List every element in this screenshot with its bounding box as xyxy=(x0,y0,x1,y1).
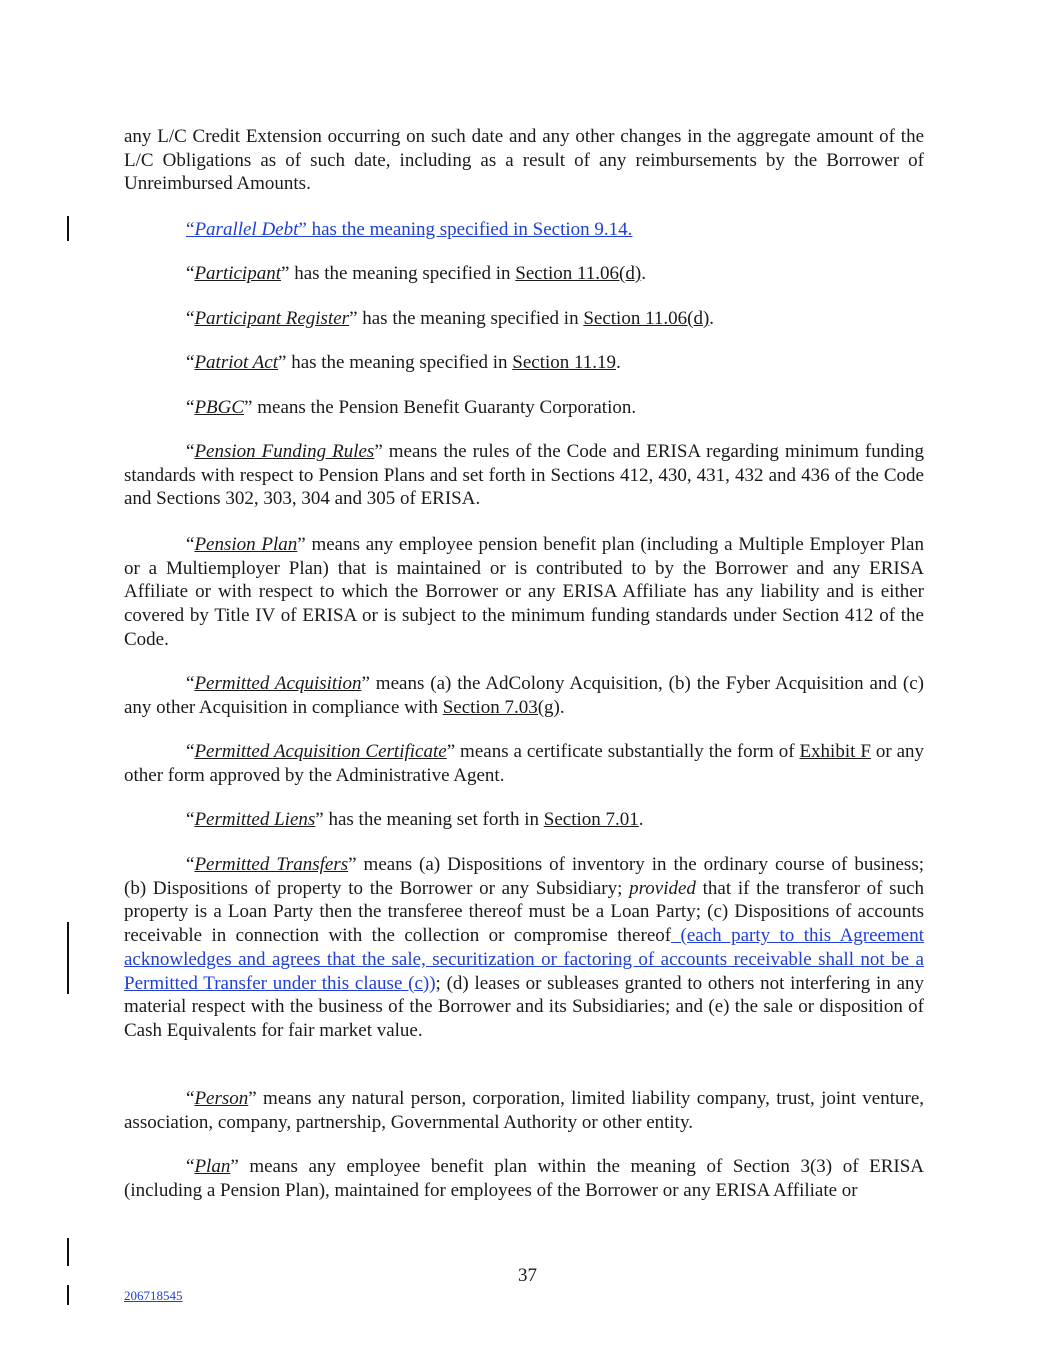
italic-proviso: provided xyxy=(629,877,696,899)
definition-text: means the Pension Benefit Guaranty Corporation. xyxy=(252,397,637,418)
definition-text: . xyxy=(709,308,715,329)
defined-term: Permitted Transfers xyxy=(194,854,349,875)
open-quote: “ xyxy=(186,1156,195,1177)
exhibit-reference: Exhibit F xyxy=(799,741,871,762)
definition-text: means (a) Dispositions of inventory in the ordinary course of business; (b) Dispositions of property to the Borrower or any Subsidiary; xyxy=(124,854,924,899)
definition-parallel-debt xyxy=(124,218,924,242)
close-quote: ” xyxy=(244,397,253,418)
definition-text: means the rules of the Code and ERISA regarding minimum funding standards with respect to Pension Plans and set forth in Sections 412, 430, 431, 432 and 436 of the Code and Sections 302, 303, 304 and 305 of ERISA. xyxy=(124,441,924,510)
open-quote: “ xyxy=(186,263,195,284)
definition-pbgc xyxy=(124,396,924,420)
definition-permitted-transfers xyxy=(124,853,924,1043)
defined-term: Pension Funding Rules xyxy=(194,441,375,462)
definition-person xyxy=(124,1087,924,1134)
definition-text: . xyxy=(616,352,621,373)
definition-text: has the meaning specified in xyxy=(357,308,584,329)
definition-text: has the meaning specified in xyxy=(286,352,513,373)
open-quote: “ xyxy=(186,219,195,240)
definition-text: has the meaning specified in xyxy=(289,263,516,284)
defined-term: Person xyxy=(194,1088,249,1109)
defined-term: Patriot Act xyxy=(194,352,278,373)
definition-text: has the meaning set forth in xyxy=(323,809,544,830)
section-reference: Section 7.03(g) xyxy=(442,696,560,718)
defined-term: PBGC xyxy=(194,397,245,418)
change-bar xyxy=(67,1238,69,1266)
definition-permitted-acquisition xyxy=(124,672,924,719)
defined-term: Parallel Debt xyxy=(194,219,299,240)
open-quote: “ xyxy=(186,352,195,373)
defined-term: Permitted Liens xyxy=(194,809,316,830)
defined-term: Permitted Acquisition Certificate xyxy=(194,741,447,762)
open-quote: “ xyxy=(186,1088,195,1109)
defined-term: Pension Plan xyxy=(194,534,298,555)
open-quote: “ xyxy=(186,441,195,462)
definition-text: . xyxy=(559,696,565,718)
definition-participant-register xyxy=(124,307,924,331)
open-quote: “ xyxy=(186,308,195,329)
definition-pension-plan xyxy=(124,533,924,652)
page-number: 37 xyxy=(518,1265,537,1286)
close-quote: ” xyxy=(297,534,306,555)
document-id: 206718545 xyxy=(124,1288,183,1303)
definition-text: means any natural person, corporation, limited liability company, trust, joint venture, association, company, partnership, Governmental Authority or other entity. xyxy=(124,1088,924,1133)
close-quote: ” xyxy=(298,219,307,240)
open-quote: “ xyxy=(186,854,195,875)
definition-text: means any employee benefit plan within the meaning of Section 3(3) of ERISA (including a Pension Plan), maintained for employees of the Borrower or any ERISA Affiliate or xyxy=(124,1156,924,1201)
definition-patriot-act xyxy=(124,351,924,375)
open-quote: “ xyxy=(186,741,195,762)
paragraph-text: any L/C Credit Extension occurring on such date and any other changes in the aggregate amount of the L/C Obligations as of such date, including as a result of any reimbursements by the Borrower of Unreimbursed Amounts. xyxy=(124,126,924,195)
definition-text: . xyxy=(641,263,646,284)
definition-text: means (a) the AdColony Acquisition, (b) the Fyber Acquisition and (c) any other Acquisition in compliance with xyxy=(124,673,924,718)
section-reference: Section 7.01 xyxy=(543,809,639,830)
defined-term: Participant xyxy=(194,263,281,284)
change-bar xyxy=(67,216,69,241)
close-quote: ” xyxy=(315,809,324,830)
definition-permitted-liens xyxy=(124,808,924,832)
close-quote: ” xyxy=(361,673,370,694)
definition-text: . xyxy=(638,809,644,830)
definition-text: has the meaning specified in Section 9.14. xyxy=(306,219,633,240)
definition-text: means a certificate substantially the form of xyxy=(455,741,800,762)
close-quote: ” xyxy=(348,854,357,875)
defined-term: Plan xyxy=(194,1156,231,1177)
close-quote: ” xyxy=(349,308,358,329)
definition-text: or any other form approved by the Administrative Agent. xyxy=(124,741,924,786)
change-bar xyxy=(67,922,69,994)
definition-pension-funding-rules xyxy=(124,440,924,511)
definition-plan xyxy=(124,1155,924,1202)
definition-participant xyxy=(124,262,924,286)
inserted-text xyxy=(186,219,632,240)
definition-text: ; (d) leases or subleases granted to others not interfering in any material respect with the business of the Borrower and its Subsidiaries; and (e) the sale or disposition of Cash Equivalents for fair market value. xyxy=(124,972,924,1041)
close-quote: ” xyxy=(278,352,287,373)
section-reference: Section 11.06(d) xyxy=(583,308,710,329)
close-quote: ” xyxy=(281,263,290,284)
close-quote: ” xyxy=(374,441,383,462)
definition-text: that if the transferor of such property is a Loan Party then the transferee thereof must be a Loan Party; (c) Dispositions of accounts receivable in connection with the collection or compromise thereof xyxy=(124,877,925,947)
definition-permitted-acquisition-certificate xyxy=(124,740,924,787)
close-quote: ” xyxy=(230,1156,239,1177)
close-quote: ” xyxy=(446,741,456,762)
definition-text: means any employee pension benefit plan (including a Multiple Employer Plan or a Multiemployer Plan) that is maintained or is contributed to by the Borrower and any ERISA Affiliate or with respect to which the Borrower or any ERISA Affiliate has any liability and is either covered by Title IV of ERISA or is subject to the minimum funding standards under Section 412 of the Code. xyxy=(124,534,924,650)
section-reference: Section 11.19 xyxy=(512,352,617,373)
change-bar xyxy=(67,1285,69,1305)
open-quote: “ xyxy=(186,673,195,694)
continuation-paragraph xyxy=(124,125,924,196)
section-reference: Section 11.06(d) xyxy=(515,263,642,284)
defined-term: Permitted Acquisition xyxy=(194,673,362,694)
inserted-text: (each party to this Agreement acknowledges and agrees that the sale, securitization or factoring of accounts receivable shall not be a Permitted Transfer under this clause (c)) xyxy=(124,925,924,994)
open-quote: “ xyxy=(186,534,195,555)
defined-term: Participant Register xyxy=(194,308,350,329)
open-quote: “ xyxy=(186,397,195,418)
close-quote: ” xyxy=(248,1088,257,1109)
open-quote: “ xyxy=(186,809,195,830)
